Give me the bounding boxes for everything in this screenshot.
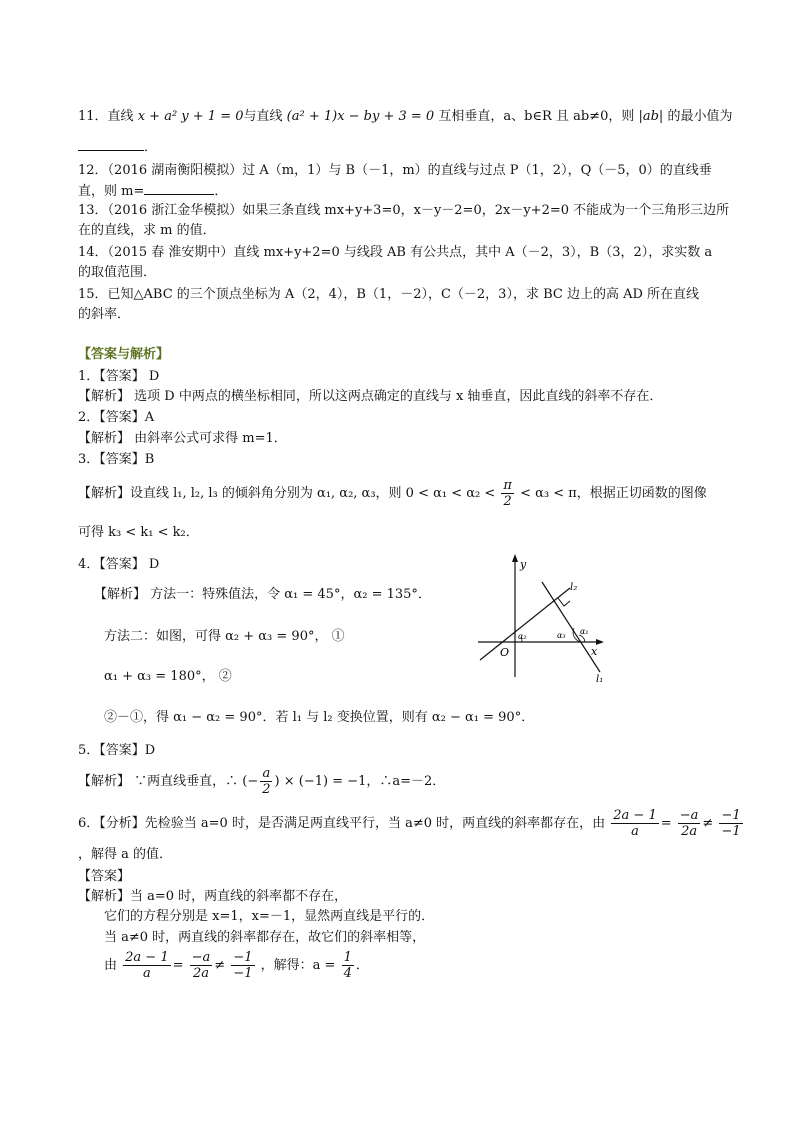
fig-label-x: x <box>591 645 598 658</box>
fig-label-l2: l₂ <box>570 582 578 593</box>
fig-label-y: y <box>520 558 527 571</box>
answer-6-expl-4: 由 $\frac{2a - 1}{a}$ = $\frac{-a}{2a}$ ≠ $\frac{-1}{-1}$ ，解得：a = $\frac{1}{4}$ ． <box>104 950 369 981</box>
answer-4-eq-2: α₁ + α₃ = 180°， ② <box>104 669 232 684</box>
answer-4-method-1: 【解析】 方法一：特殊值法，令 α₁ = 45°，α₂ = 135°． <box>94 587 431 602</box>
fraction-one-quarter: $\frac{1}{4}$ <box>343 950 352 981</box>
question-13-cont: 在的直线，求 m 的值． <box>78 223 216 238</box>
question-14: 14．（2015 春 淮安期中）直线 mx+y+2=0 与线段 AB 有公共点，其中 A（－2，3），B（3，2），求实数 a <box>78 245 713 260</box>
question-13: 13．（2016 浙江金华模拟）如果三条直线 mx+y+3=0，x－y－2=0，2x－y+2=0 不能成为一个三角形三边所 <box>78 203 730 218</box>
answer-2-explanation: 【解析】 由斜率公式可求得 m=1． <box>78 431 287 446</box>
answer-2-label: 2．【答案】A <box>78 410 155 425</box>
q11-equation-1: x + a² y + 1 = 0 <box>137 109 244 124</box>
answer-5-explanation: 【解析】 ∵两直线垂直，∴ (− $\frac{a}{2}$ ) × (−1) = −1，∴a=－2． <box>78 766 446 797</box>
answer-6-expl-1: 【解析】当 a=0 时，两直线的斜率都不存在， <box>78 889 348 904</box>
fig-label-origin: O <box>500 646 510 659</box>
question-15: 15．已知△ABC 的三个顶点坐标为 A（2，4），B（1，－2），C（－2，3），求 BC 边上的高 AD 所在直线 <box>78 287 700 302</box>
answer-6-expl-3: 当 a≠0 时，两直线的斜率都存在，故它们的斜率相等， <box>104 930 426 945</box>
fraction-pi-over-2: $\frac{\pi}{2}$ <box>503 478 512 509</box>
answer-3-conclusion: 可得 k₃ < k₁ < k₂． <box>78 525 199 540</box>
fig-label-alpha2: α₂ <box>518 632 527 641</box>
q11-number: 11． <box>78 109 108 124</box>
answer-3-label: 3．【答案】B <box>78 452 155 467</box>
fig-label-alpha1: α₁ <box>580 627 589 636</box>
q11-equation-2: (a² + 1)x − by + 3 = 0 <box>286 109 435 124</box>
line-l1 <box>542 582 600 672</box>
answer-4-conclusion: ②－①，得 α₁ − α₂ = 90°．若 l₁ 与 l₂ 变换位置，则有 α₂ − α₁ = 90°． <box>104 710 535 725</box>
right-angle-mark <box>558 598 570 606</box>
answer-6-expl-2: 它们的方程分别是 x=1，x=－1，显然两直线是平行的． <box>104 909 435 924</box>
answer-6-analysis-cont: ，解得 a 的值． <box>78 847 173 862</box>
answer-4-method-2: 方法二：如图，可得 α₂ + α₃ = 90°， ① <box>104 629 345 644</box>
y-axis-arrow <box>512 554 518 562</box>
answer-4-label: 4．【答案】 D <box>78 557 160 572</box>
q11-abs: |ab| <box>638 109 664 124</box>
question-12: 12．（2016 湖南衡阳模拟）过 A（m，1）与 B（－1，m）的直线与过点 P（1，2），Q（－5，0）的直线垂 <box>78 163 712 178</box>
question-14-cont: 的取值范围． <box>78 265 157 280</box>
answer-6-analysis: 6．【分析】先检验当 a=0 时，是否满足两直线平行，当 a≠0 时，两直线的斜率都存在，由 $\frac{2a - 1}{a}$ = $\frac{-a}{2a}$ ≠ $\frac{-1}{-1}$ <box>78 808 741 839</box>
answer-6-label: 【答案】 <box>78 869 131 884</box>
answer-blank[interactable] <box>144 182 214 195</box>
answer-3-explanation: 【解析】设直线 l₁, l₂, l₃ 的倾斜角分别为 α₁, α₂, α₃，则 0 < α₁ < α₂ < $\frac{\pi}{2}$ < α₃ < π，根据正切函数的图像 <box>78 478 707 509</box>
answer-5-label: 5．【答案】D <box>78 743 156 758</box>
angle-diagram <box>470 552 620 687</box>
question-12-cont: 直，则 m= ． <box>78 184 228 199</box>
fraction-a-over-2: $\frac{a}{2}$ <box>262 766 271 797</box>
question-15-cont: 的斜率． <box>78 307 131 322</box>
fig-label-alpha3: α₃ <box>557 631 566 640</box>
line-l2 <box>480 588 570 660</box>
answers-header: 【答案与解析】 <box>78 347 170 362</box>
question-11-blank-line: ． <box>78 138 157 157</box>
fig-label-l1: l₁ <box>596 674 604 685</box>
answer-1-label: 1．【答案】 D <box>78 369 160 384</box>
answer-1-explanation: 【解析】 选项 D 中两点的横坐标相同，所以这两点确定的直线与 x 轴垂直，因此直线的斜率不存在． <box>78 389 663 404</box>
question-11: 11．直线 x + a² y + 1 = 0与直线 (a² + 1)x − by + 3 = 0 互相垂直，a、b∈R 且 ab≠0，则 |ab| 的最小值为 <box>78 109 733 124</box>
answer-blank[interactable] <box>78 138 144 151</box>
